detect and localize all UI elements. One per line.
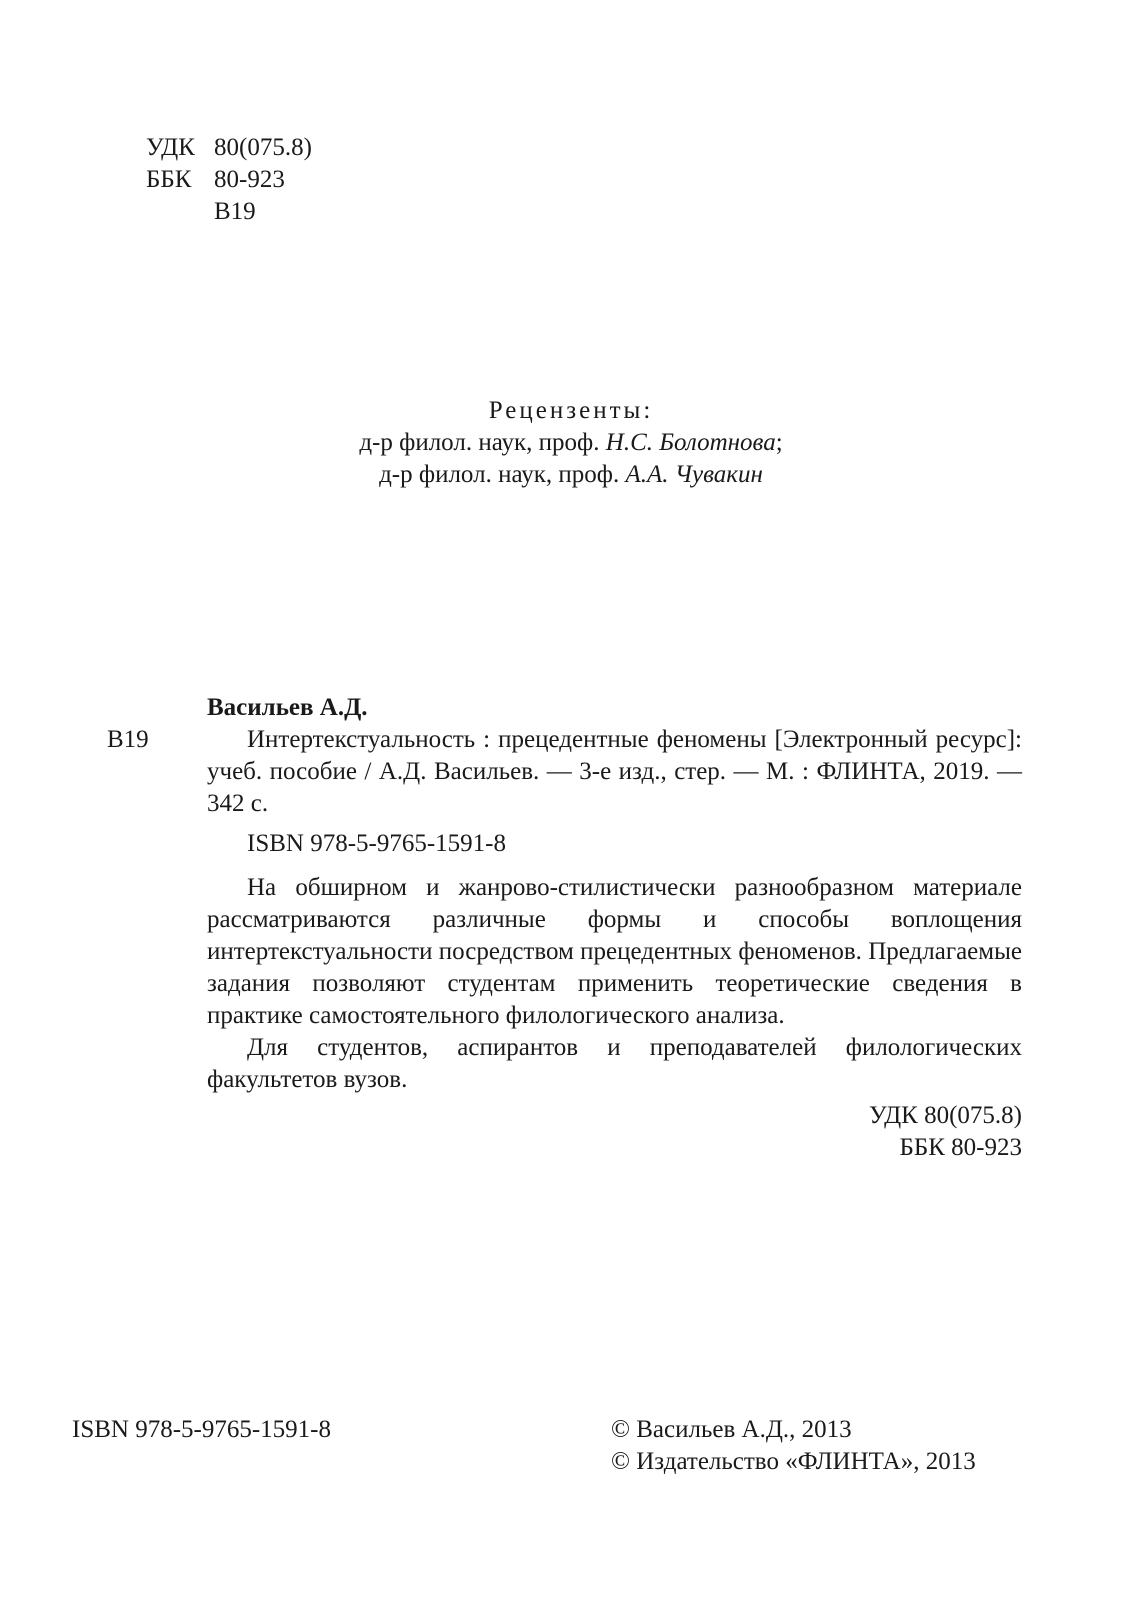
bbk-row	[146, 164, 312, 196]
entry-isbn: ISBN 978-5-9765-1591-8	[247, 830, 507, 857]
bbk-label: ББК	[146, 166, 192, 193]
annotation-paragraph-1: На обширном и жанрово-стилистически разнообразном материале рассматриваются различные формы и способы воплощения интертекстуальности посредством прецедентных феноменов. Предлагаемые задания позволяют студентам применить теоретические сведения в практике самостоятельного филологического анализа.	[207, 874, 1022, 1029]
reviewer-2-title: д-р филол. наук, проф.	[379, 461, 620, 488]
reviewer-1-title: д-р филол. наук, проф.	[359, 429, 600, 456]
bibliographic-entry	[207, 692, 1022, 1164]
classification-block	[146, 132, 312, 228]
entry-title: Интертекстуальность : прецедентные феномены [Электронный ресурс]: учеб. пособие / А.Д. Васильев. — 3-е изд., стер. — М. : ФЛИНТА, 2019. — 342 с.	[207, 726, 1022, 817]
reviewers-heading: Рецензенты:	[488, 397, 654, 424]
reviewer-2-name: А.А. Чувакин	[625, 461, 763, 488]
footer-isbn: ISBN 978-5-9765-1591-8	[72, 1416, 332, 1443]
author-code: В19	[214, 198, 256, 225]
udk-value: 80(075.8)	[214, 134, 312, 161]
reviewer-1	[0, 427, 1142, 459]
annotation-paragraph-2: Для студентов, аспирантов и преподавателей филологических факультетов вузов.	[207, 1034, 1022, 1093]
bbk-value: 80-923	[214, 166, 285, 193]
entry-author: Васильев А.Д.	[207, 694, 368, 721]
reviewers-block	[0, 395, 1142, 491]
reviewer-2	[0, 459, 1142, 491]
copyright-publisher: © Издательство «ФЛИНТА», 2013	[611, 1448, 976, 1475]
reviewer-1-name: Н.С. Болотнова	[605, 429, 776, 456]
reviewer-1-suffix: ;	[775, 429, 783, 456]
udk-label: УДК	[146, 134, 195, 161]
entry-bbk: ББК 80-923	[899, 1134, 1022, 1161]
entry-codes	[207, 1100, 1022, 1164]
udk-row	[146, 132, 312, 164]
entry-author-code: В19	[107, 726, 149, 753]
copyright-block	[611, 1414, 976, 1478]
entry-udk: УДК 80(075.8)	[868, 1102, 1022, 1129]
copyright-author: © Васильев А.Д., 2013	[611, 1416, 852, 1443]
